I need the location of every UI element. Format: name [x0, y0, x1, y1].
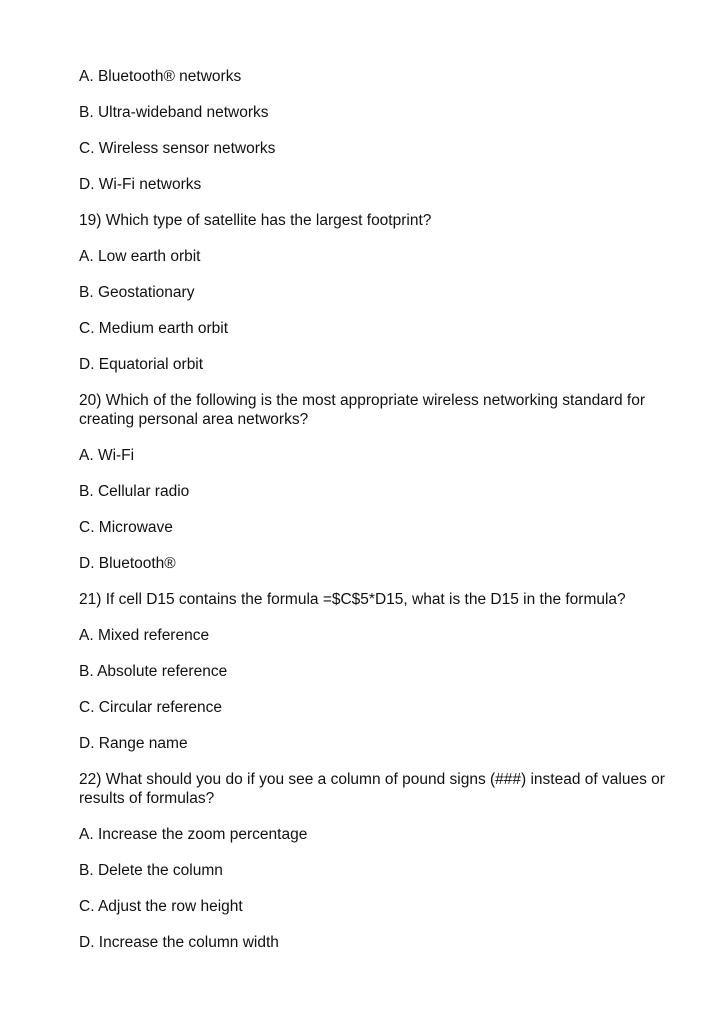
answer-option: C. Wireless sensor networks: [79, 140, 276, 157]
answer-option: C. Medium earth orbit: [79, 320, 229, 337]
answer-option: A. Mixed reference: [79, 627, 210, 644]
answer-option: B. Delete the column: [79, 862, 223, 879]
document-page: [79, 67, 679, 969]
answer-option: A. Bluetooth® networks: [79, 68, 242, 85]
answer-option: A. Increase the zoom percentage: [79, 826, 308, 843]
question-20: 20) Which of the following is the most appropriate wireless networking standard for creating personal area networks?: [79, 392, 646, 428]
question-22: 22) What should you do if you see a column of pound signs (###) instead of values or results of formulas?: [79, 771, 665, 807]
answer-option: A. Low earth orbit: [79, 248, 201, 265]
answer-option: B. Absolute reference: [79, 663, 228, 680]
question-19: 19) Which type of satellite has the largest footprint?: [79, 212, 432, 229]
answer-option: C. Adjust the row height: [79, 898, 243, 915]
answer-option: D. Equatorial orbit: [79, 356, 204, 373]
answer-option: D. Wi-Fi networks: [79, 176, 202, 193]
answer-option: C. Microwave: [79, 519, 173, 536]
answer-option: C. Circular reference: [79, 699, 222, 716]
answer-option: D. Range name: [79, 735, 188, 752]
answer-option: B. Ultra-wideband networks: [79, 104, 269, 121]
answer-option: D. Increase the column width: [79, 934, 279, 951]
answer-option: B. Cellular radio: [79, 483, 190, 500]
answer-option: A. Wi-Fi: [79, 447, 135, 464]
question-21: 21) If cell D15 contains the formula =$C$5*D15, what is the D15 in the formula?: [79, 591, 626, 608]
answer-option: D. Bluetooth®: [79, 555, 176, 572]
answer-option: B. Geostationary: [79, 284, 195, 301]
